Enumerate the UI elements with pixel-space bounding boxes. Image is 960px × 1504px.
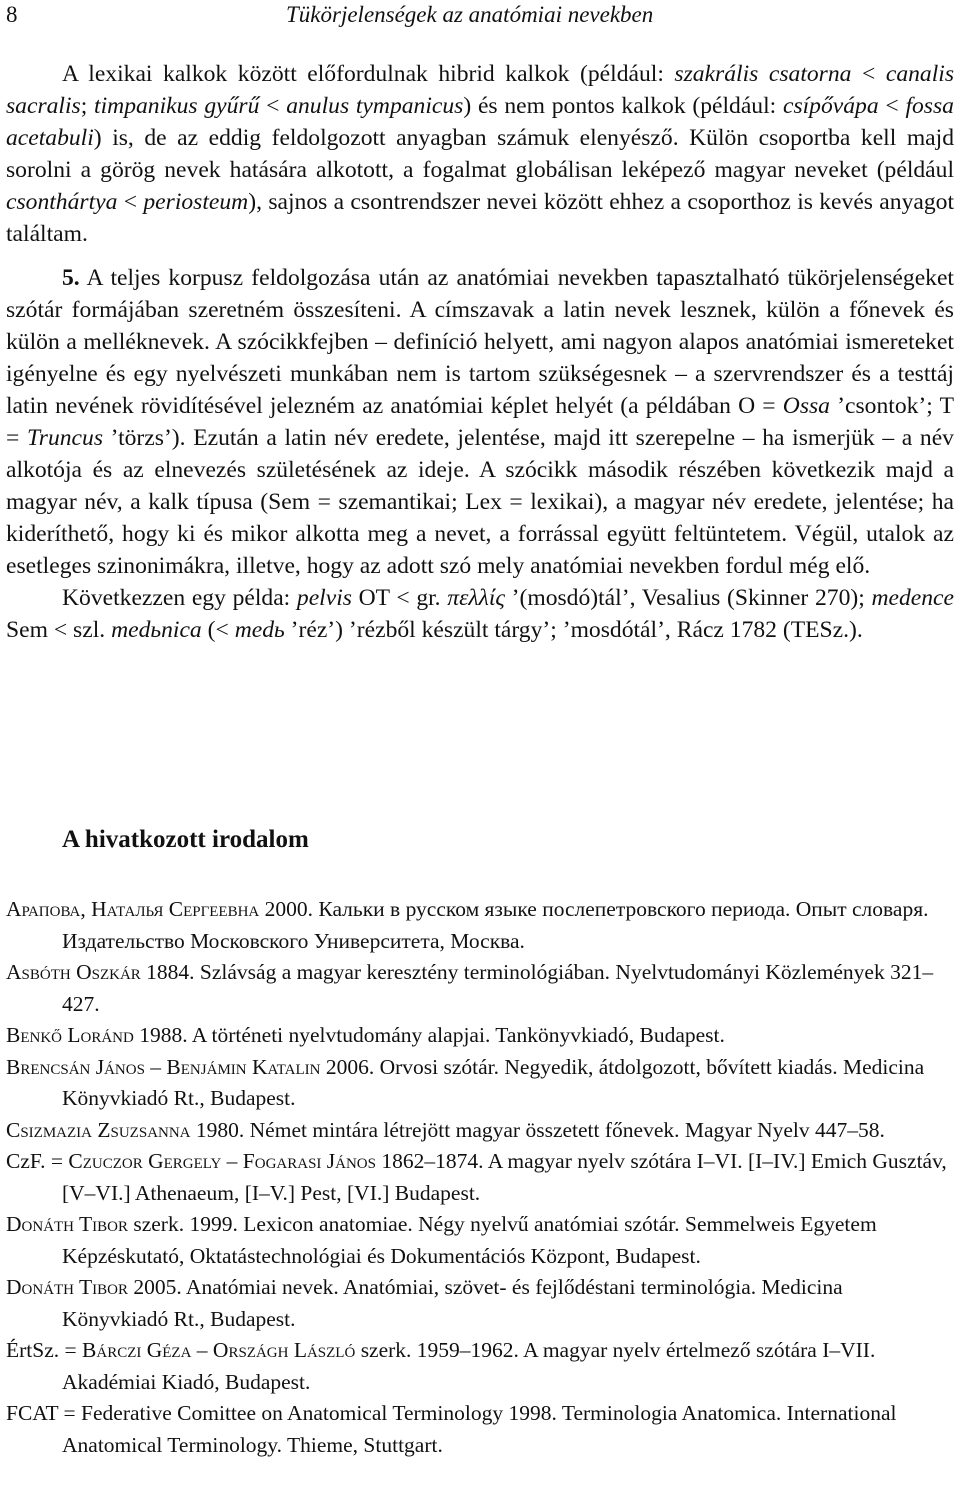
- reference-author: Donáth Tibor: [6, 1275, 128, 1299]
- reference-entry: [6, 1335, 954, 1398]
- paragraph-hybrid-calques: [6, 58, 954, 250]
- section-number: 5.: [62, 265, 80, 291]
- italic-term: πελλίς: [447, 585, 505, 611]
- text-run: <: [878, 93, 906, 119]
- reference-entry: [6, 957, 954, 1020]
- running-header: [6, 0, 954, 32]
- italic-term: Truncus: [26, 425, 103, 451]
- text-run: A lexikai kalkok között előfordulnak hibrid kalkok (például:: [62, 61, 675, 87]
- text-run: ), sajnos a csontrendszer nevei között ehhez a csoporthoz is kevés anyagot találtam.: [6, 189, 954, 247]
- text-run: OT < gr.: [351, 585, 448, 611]
- reference-details: FCAT = Federative Comittee on Anatomical Terminology 1998. Terminologia Anatomica. International Anatomical Terminology. Thieme, Stuttgart.: [6, 1401, 897, 1457]
- text-run: <: [851, 61, 886, 87]
- reference-author: Csizmazia Zsuzsanna: [6, 1117, 191, 1142]
- italic-term: csonthártya: [6, 189, 118, 215]
- paragraph-dictionary-plan: [6, 262, 954, 582]
- reference-details: szerk. 1959–1962. A magyar nyelv értelmező szótára I–VII. Akadémiai Kiadó, Budapest.: [62, 1338, 876, 1394]
- text-run: ) és nem pontos kalkok (például:: [463, 93, 783, 119]
- reference-entry: [6, 1146, 954, 1209]
- reference-author: Brencsán János – Benjámin Katalin: [6, 1054, 321, 1079]
- italic-term: fossa acetabuli: [6, 93, 954, 151]
- italic-term: Ossa: [782, 393, 830, 419]
- italic-term: medь: [234, 617, 285, 643]
- reference-entry: [6, 1209, 954, 1272]
- reference-author: Benkő Loránd: [6, 1023, 134, 1047]
- text-run: Következzen egy példa:: [62, 585, 297, 611]
- reference-entry: [6, 1020, 954, 1052]
- reference-author: Donáth Tibor: [6, 1212, 128, 1236]
- reference-author: Арапова, Наталья Сергеевна: [6, 897, 260, 921]
- reference-details: 2000. Кальки в русском языке послепетровского периода. Опыт словаря. Издательство Московского Университета, Москва.: [62, 897, 929, 953]
- reference-details: szerk. 1999. Lexicon anatomiae. Négy nyelvű anatómiai szótár. Semmelweis Egyetem Képzéskutató, Oktatástechnológiai és Dokumentációs Központ, Budapest.: [62, 1212, 877, 1268]
- text-run: ’réz’) ’rézből készült tárgy’; ’mosdótál’, Rácz 1782 (TESz.).: [284, 617, 863, 643]
- text-run: ;: [80, 93, 95, 119]
- reference-details: 1884. Szlávság a magyar keresztény terminológiában. Nyelvtudományi Közlemények 321–427.: [62, 960, 934, 1016]
- text-run: ’törzs’). Ezután a latin név eredete, jelentése, majd itt szerepelne – ha ismerjük – a név alkotója és az elnevezés születésének az ideje. A szócikk második részében következik majd a magyar név, a kalk típusa (Sem = szemantikai; Lex = lexikai), a magyar név eredete, jelentése; ha kideríthető, hogy ki és mikor alkotta meg a nevet, a forrással együtt feltüntetem. Végül, utalok az esetleges szinonimákra, illetve, hogy az adott szó mely anatómiai nevekben fordul még elő.: [6, 425, 954, 579]
- reference-entry: [6, 1052, 954, 1115]
- reference-details: 2005. Anatómiai nevek. Anatómiai, szövet- és fejlődéstani terminológia. Medicina Könyvkiadó Rt., Budapest.: [62, 1275, 843, 1331]
- text-run: (<: [201, 617, 235, 643]
- reference-entry: [6, 1398, 954, 1461]
- body-text: [6, 58, 954, 646]
- text-run: ) is, de az eddig feldolgozott anyagban számuk elenyésző. Külön csoportba kell majd sorolni a görög nevek hatására alkotott, a fogalmat globálisan leképező magyar neveket (például: [6, 125, 954, 183]
- references-heading: A hivatkozott irodalom: [62, 826, 309, 853]
- text-run: A teljes korpusz feldolgozása után az anatómiai nevekben tapasztalható tükörjelenségeket szótár formájában szeretném összesíteni. A címszavak a latin nevek lesznek, külön a főnevek és külön a melléknevek. A szócikkfejben – definíció helyett, ami nagyon alapos anatómiai ismereteket igényelne és egy nyelvészeti munkában nem is tartom szükségesnek – a szervrendszer és a testtáj latin nevének rövidítésével jelezném az anatómiai képlet helyét (a példában O =: [6, 265, 954, 419]
- reference-author: Bárczi Géza – Országh László: [82, 1338, 356, 1362]
- italic-term: medьnica: [111, 617, 202, 643]
- reference-details: 1862–1874. A magyar nyelv szótára I–VI. [I–IV.] Emich Gusztáv, [V–VI.] Athenaeum, [I–V.] Pest, [VI.] Budapest.: [62, 1149, 947, 1205]
- reference-details: 1988. A történeti nyelvtudomány alapjai. Tankönyvkiadó, Budapest.: [133, 1023, 725, 1047]
- italic-term: medence: [871, 585, 954, 611]
- running-title: Tükörjelenségek az anatómiai nevekben: [286, 2, 654, 27]
- reference-entry: [6, 1272, 954, 1335]
- italic-term: pelvis: [296, 585, 352, 611]
- page-number: 8: [6, 2, 18, 27]
- reference-author: Asbóth Oszkár: [6, 960, 141, 984]
- reference-details: 1980. Német mintára létrejött magyar összetett főnevek. Magyar Nyelv 447–58.: [190, 1117, 885, 1142]
- italic-term: anulus tympanicus: [286, 93, 464, 119]
- document-page: [6, 0, 954, 1504]
- italic-term: szakrális csatorna: [674, 61, 852, 87]
- italic-term: periosteum: [143, 189, 249, 215]
- italic-term: csípővápa: [782, 93, 879, 119]
- reference-author: Czuczor Gergely – Fogarasi János: [68, 1149, 376, 1173]
- text-run: ’(mosdó)tál’, Vesalius (Skinner 270);: [504, 585, 872, 611]
- reference-abbreviation: ÉrtSz. =: [6, 1338, 83, 1362]
- reference-entry: [6, 1115, 954, 1147]
- italic-term: timpanikus gyűrű: [94, 93, 260, 119]
- text-run: <: [259, 93, 287, 119]
- reference-abbreviation: CzF. =: [6, 1149, 69, 1173]
- paragraph-example: [6, 582, 954, 646]
- italic-term: canalis sacralis: [6, 61, 954, 119]
- text-run: Sem < szl.: [6, 617, 112, 643]
- reference-entry: [6, 894, 954, 957]
- text-run: ’csontok’; T =: [6, 393, 954, 451]
- text-run: <: [117, 189, 144, 215]
- references-list: [6, 894, 954, 1461]
- reference-details: 2006. Orvosi szótár. Negyedik, átdolgozott, bővített kiadás. Medicina Könyvkiadó Rt., Budapest.: [62, 1054, 925, 1110]
